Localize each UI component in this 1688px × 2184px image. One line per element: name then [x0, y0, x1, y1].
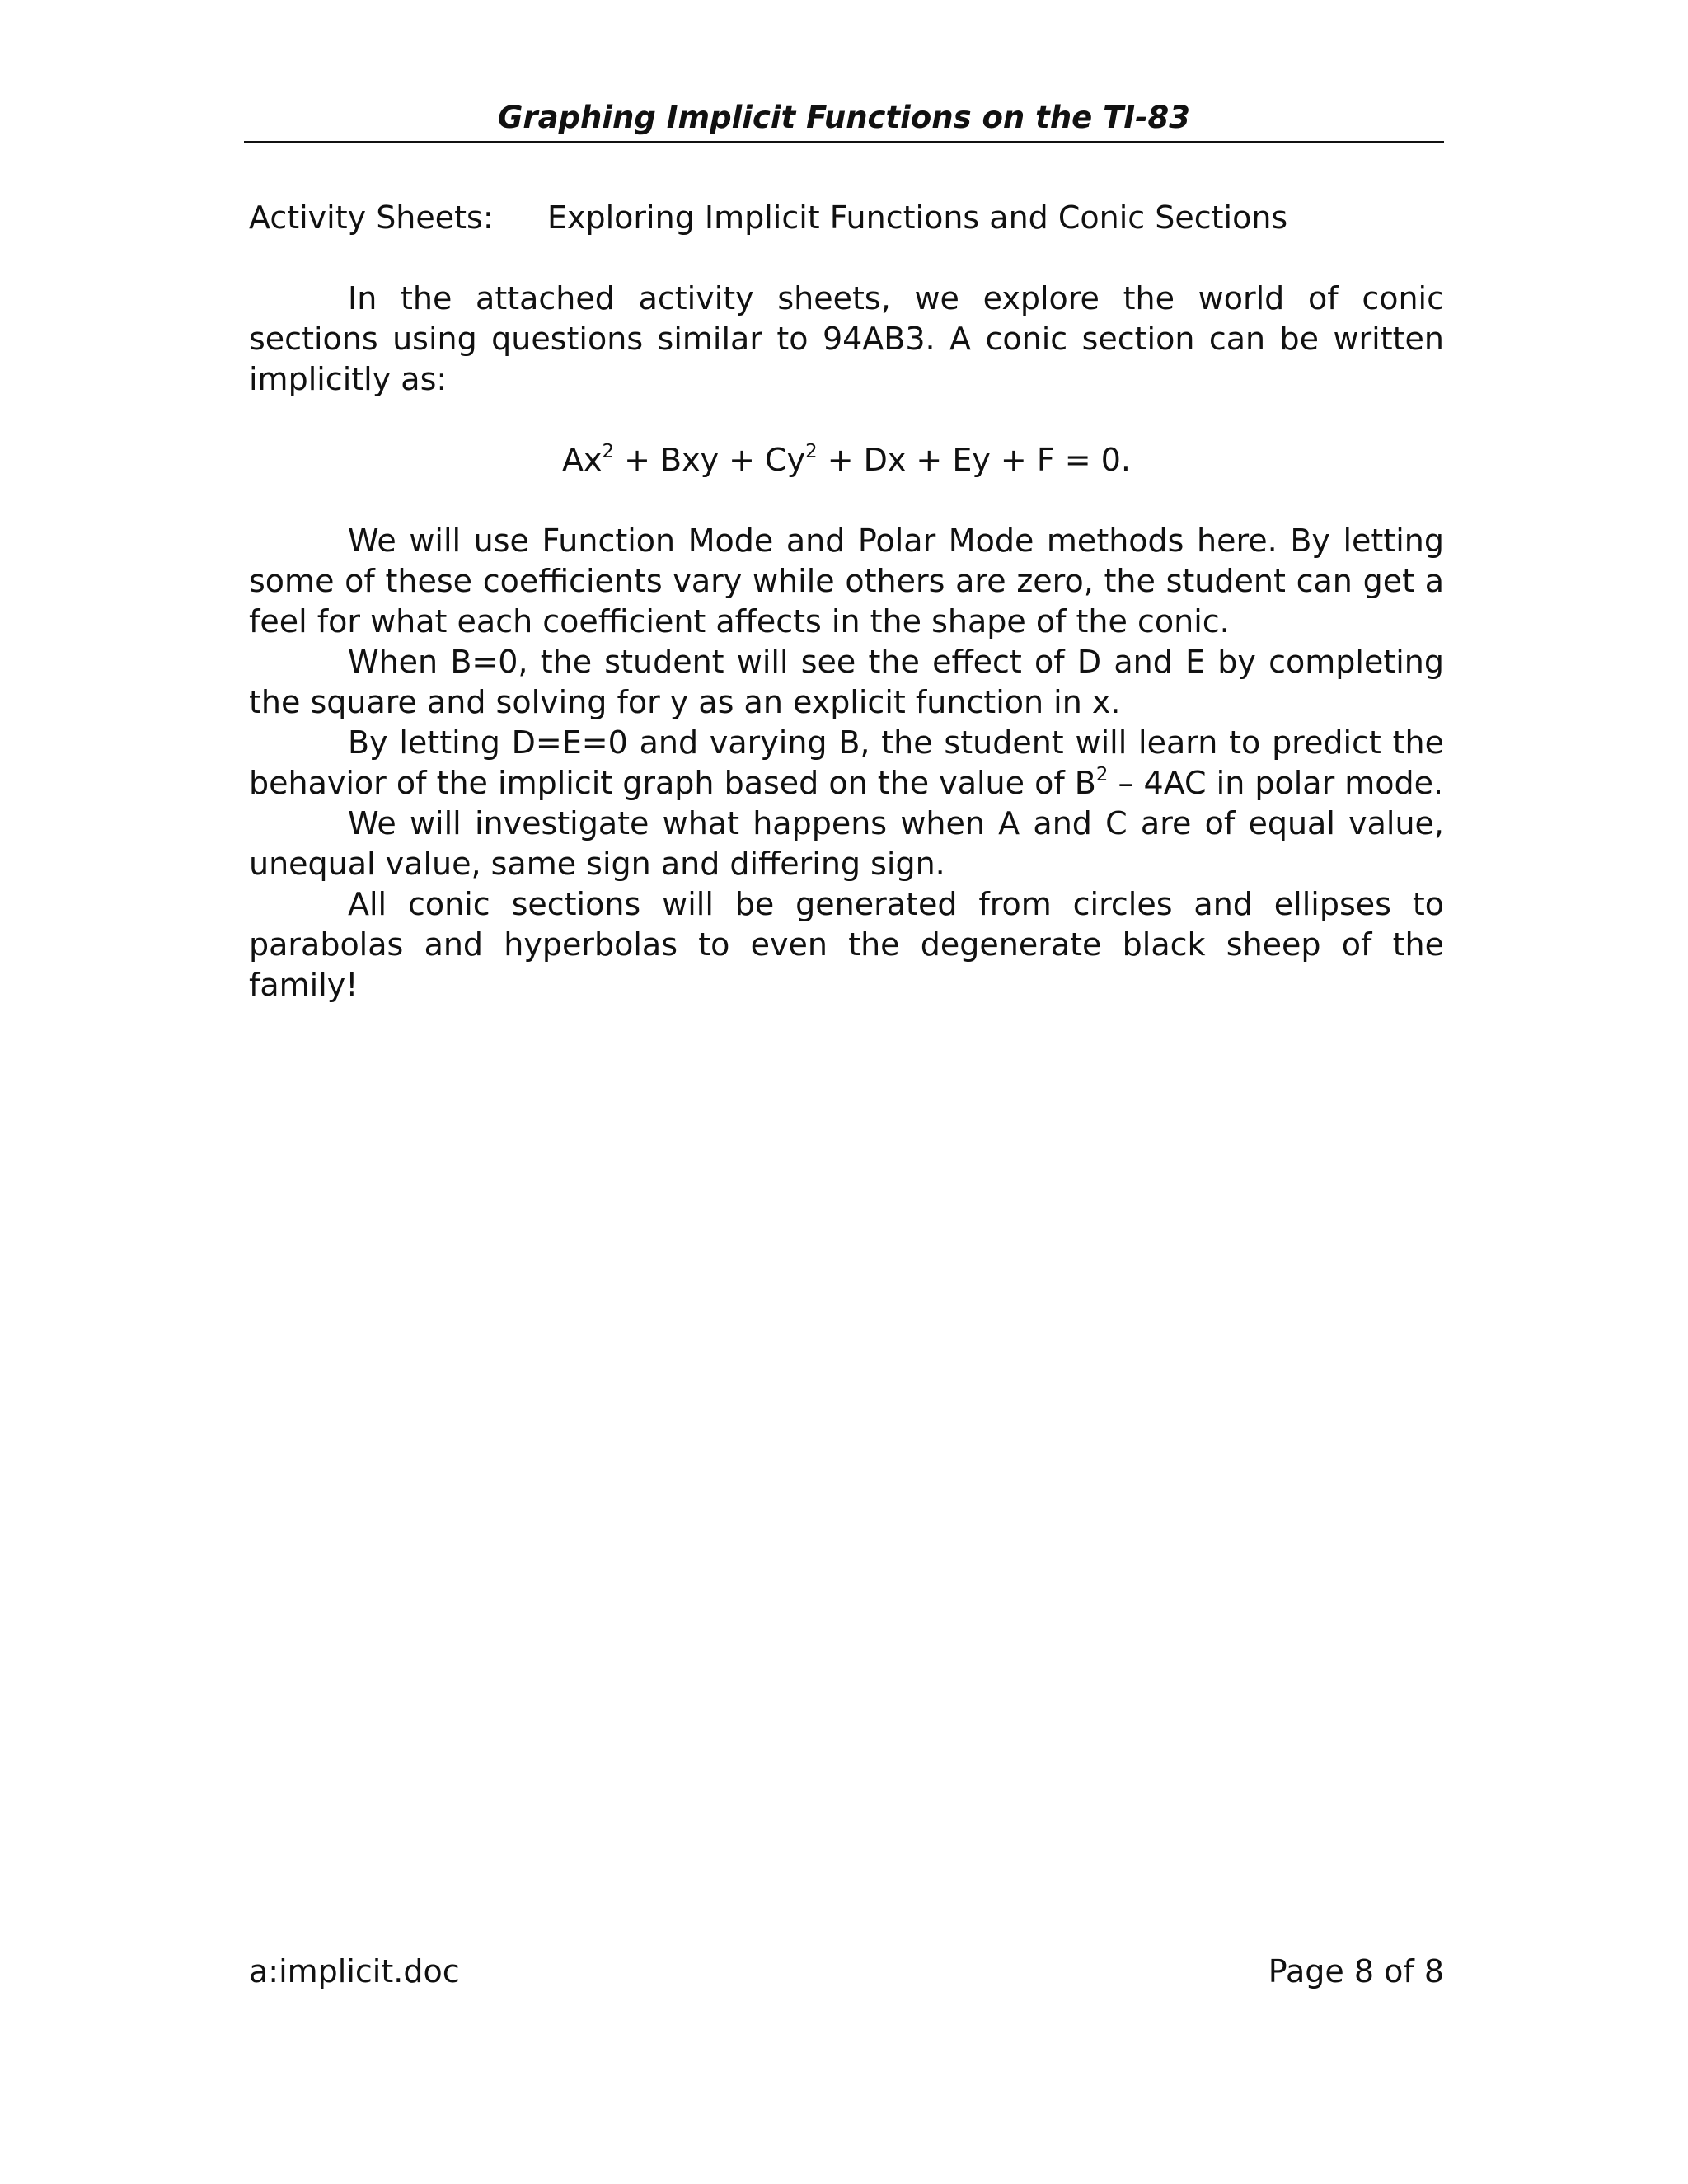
paragraph-b-zero: When B=0, the student will see the effect of D and E by completing the square and solving for y as an explicit function in x. — [249, 644, 1444, 720]
equation-sup-1: 2 — [602, 441, 615, 463]
equation-sup-2: 2 — [805, 441, 818, 463]
paragraph-family: All conic sections will be generated from circles and ellipses to parabolas and hyperbolas to even the degenerate black sheep of the family! — [249, 886, 1444, 1003]
header-rule — [244, 141, 1444, 143]
paragraph-predict — [249, 723, 1444, 804]
equation-part-2: + Bxy + Cy — [614, 442, 806, 478]
equation-part-1: Ax — [562, 442, 603, 478]
predict-text-before: By letting D=E=0 and varying B, the student will learn to predict the behavior of the implicit graph based on the value of B — [249, 724, 1444, 801]
predict-text-after: – 4AC in polar mode. — [1108, 765, 1444, 801]
activity-heading — [249, 198, 1444, 238]
paragraph-equal-value: We will investigate what happens when A and C are of equal value, unequal value, same sign and differing sign. — [249, 805, 1444, 882]
footer-page-number: Page 8 of 8 — [1268, 1953, 1444, 1990]
spacer — [249, 400, 1444, 440]
equation-part-3: + Dx + Ey + F = 0. — [817, 442, 1131, 478]
header-title: Graphing Implicit Functions on the TI-83 — [497, 100, 1191, 135]
predict-sup: 2 — [1095, 764, 1109, 786]
paragraph-intro: In the attached activity sheets, we explore the world of conic sections using questions similar to 94AB3. A conic section can be written implicitly as: — [249, 280, 1444, 397]
conic-equation — [249, 440, 1444, 480]
activity-title: Exploring Implicit Functions and Conic Sections — [547, 199, 1288, 236]
activity-label: Activity Sheets: — [249, 199, 494, 236]
paragraph-modes: We will use Function Mode and Polar Mode methods here. By letting some of these coefficients vary while others are zero, the student can get a feel for what each coefficient affects in the shape of the conic. — [249, 523, 1444, 640]
footer-filename: a:implicit.doc — [249, 1953, 460, 1990]
page-footer — [249, 1952, 1444, 1992]
document-body — [249, 198, 1444, 1005]
